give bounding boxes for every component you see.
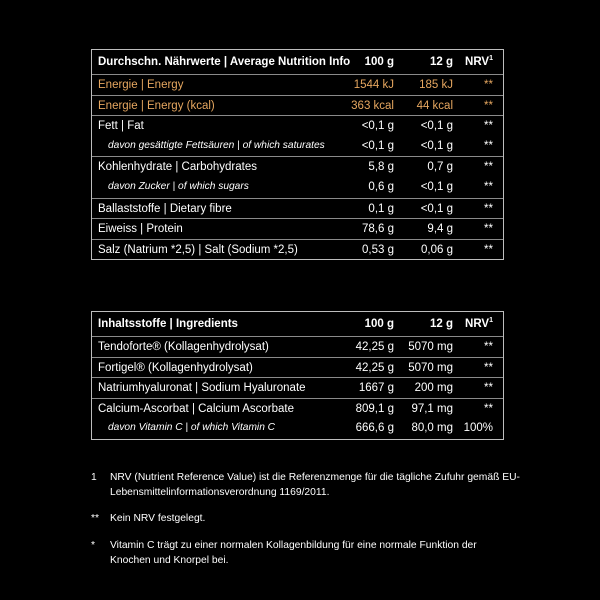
row-label: davon Zucker | of which sugars	[108, 180, 249, 192]
value-100g: 1667 g	[358, 382, 394, 395]
ingredients-header-12g: 12 g	[429, 318, 453, 330]
row-label: Fett | Fat	[98, 120, 144, 133]
ingredient-row	[92, 336, 503, 357]
value-nrv: **	[484, 99, 493, 112]
nutrition-header-nrv	[465, 50, 493, 74]
nrv-text: NRV	[465, 56, 490, 68]
row-label: Kohlenhydrate | Carbohydrates	[98, 161, 257, 174]
nutrition-header-row	[92, 50, 503, 74]
value-nrv: **	[484, 361, 493, 374]
ingredients-header-label: Inhaltsstoffe | Ingredients	[98, 318, 238, 330]
value-12g: 9,4 g	[427, 223, 453, 236]
value-12g: <0,1 g	[420, 139, 453, 152]
footnote-text: Vitamin C trägt zu einer normalen Kollagenbildung für eine normale Funktion der Knochen und Knorpel bei.	[110, 540, 477, 566]
value-nrv: **	[484, 402, 493, 415]
nutrition-header-12g: 12 g	[429, 56, 453, 68]
footnote-marker: 1	[91, 472, 97, 483]
nrv-text: NRV	[465, 318, 490, 330]
value-100g: 0,1 g	[368, 202, 394, 215]
value-100g: 42,25 g	[355, 341, 394, 353]
value-12g: 200 mg	[414, 382, 453, 395]
row-label: Tendoforte® (Kollagenhydrolysat)	[98, 341, 269, 353]
value-12g: 185 kJ	[419, 79, 453, 91]
value-nrv: **	[484, 161, 493, 174]
row-label: Fortigel® (Kollagenhydrolysat)	[98, 361, 253, 374]
nrv-footnote-marker: 1	[489, 317, 493, 325]
value-nrv: **	[484, 79, 493, 91]
row-label: Calcium-Ascorbat | Calcium Ascorbate	[98, 402, 294, 415]
value-nrv: **	[484, 139, 493, 152]
value-12g: 0,06 g	[421, 243, 453, 256]
nutrition-row	[92, 95, 503, 116]
row-label: Energie | Energy	[98, 79, 184, 91]
nrv-footnote-marker: 1	[489, 55, 493, 63]
value-12g: 0,7 g	[427, 161, 453, 174]
row-label: Energie | Energy (kcal)	[98, 99, 215, 112]
value-12g: 97,1 mg	[411, 402, 453, 415]
row-label: Eiweiss | Protein	[98, 223, 183, 236]
footnote-marker: **	[91, 513, 100, 524]
value-100g: <0,1 g	[361, 120, 394, 133]
value-12g: 5070 mg	[408, 361, 453, 374]
value-nrv: **	[484, 243, 493, 256]
value-12g: 80,0 mg	[411, 422, 453, 435]
ingredient-row	[92, 377, 503, 398]
value-12g: <0,1 g	[420, 120, 453, 133]
ingredients-header-100g: 100 g	[364, 318, 394, 330]
row-label: davon Vitamin C | of which Vitamin C	[108, 422, 276, 434]
value-nrv: **	[484, 382, 493, 395]
nutrition-row	[92, 115, 503, 136]
ingredient-row	[92, 418, 503, 439]
value-nrv: **	[484, 120, 493, 133]
nutrition-rows	[92, 74, 503, 259]
row-label: Natriumhyaluronat | Sodium Hyaluronate	[98, 382, 306, 395]
value-100g: 42,25 g	[355, 361, 394, 374]
value-100g: 0,6 g	[368, 180, 394, 193]
ingredient-row	[92, 398, 503, 419]
nutrition-row	[92, 74, 503, 95]
ingredients-header-nrv	[465, 312, 493, 336]
value-nrv: **	[484, 341, 493, 353]
row-label: davon gesättigte Fettsäuren | of which saturates	[108, 139, 325, 151]
value-100g: <0,1 g	[361, 139, 394, 152]
ingredients-header-row	[92, 312, 503, 336]
row-label: Salz (Natrium *2,5) | Salt (Sodium *2,5)	[98, 243, 298, 256]
nutrition-row	[92, 218, 503, 239]
value-100g: 666,6 g	[355, 422, 394, 435]
value-nrv: 100%	[463, 422, 493, 435]
nutrition-header-label: Durchschn. Nährwerte | Average Nutrition Info	[98, 56, 351, 68]
nutrition-table	[91, 49, 504, 260]
value-12g: 44 kcal	[416, 99, 453, 112]
value-100g: 363 kcal	[351, 99, 394, 112]
value-100g: 809,1 g	[355, 402, 394, 415]
value-100g: 5,8 g	[368, 161, 394, 174]
ingredients-table	[91, 311, 504, 440]
ingredients-rows	[92, 336, 503, 439]
nutrition-header-100g: 100 g	[364, 56, 394, 68]
nutrition-row	[92, 239, 503, 260]
value-12g: <0,1 g	[420, 180, 453, 193]
footnote-text: Kein NRV festgelegt.	[110, 513, 206, 524]
footnote-marker: *	[91, 540, 96, 551]
nutrition-row	[92, 198, 503, 219]
value-nrv: **	[484, 223, 493, 236]
value-nrv: **	[484, 180, 493, 193]
value-12g: 5070 mg	[408, 341, 453, 353]
value-12g: <0,1 g	[420, 202, 453, 215]
row-label: Ballaststoffe | Dietary fibre	[98, 202, 232, 215]
nutrition-row	[92, 136, 503, 157]
value-100g: 78,6 g	[362, 223, 394, 236]
footnote-text: NRV (Nutrient Reference Value) ist die Referenzmenge für die tägliche Zufuhr gemäß EU-Lebensmittelinformationsverordnung 1169/2011.	[110, 472, 520, 498]
value-nrv: **	[484, 202, 493, 215]
nutrition-row	[92, 177, 503, 198]
nutrition-row	[92, 156, 503, 177]
value-100g: 0,53 g	[362, 243, 394, 256]
value-100g: 1544 kJ	[353, 79, 394, 91]
ingredient-row	[92, 357, 503, 378]
